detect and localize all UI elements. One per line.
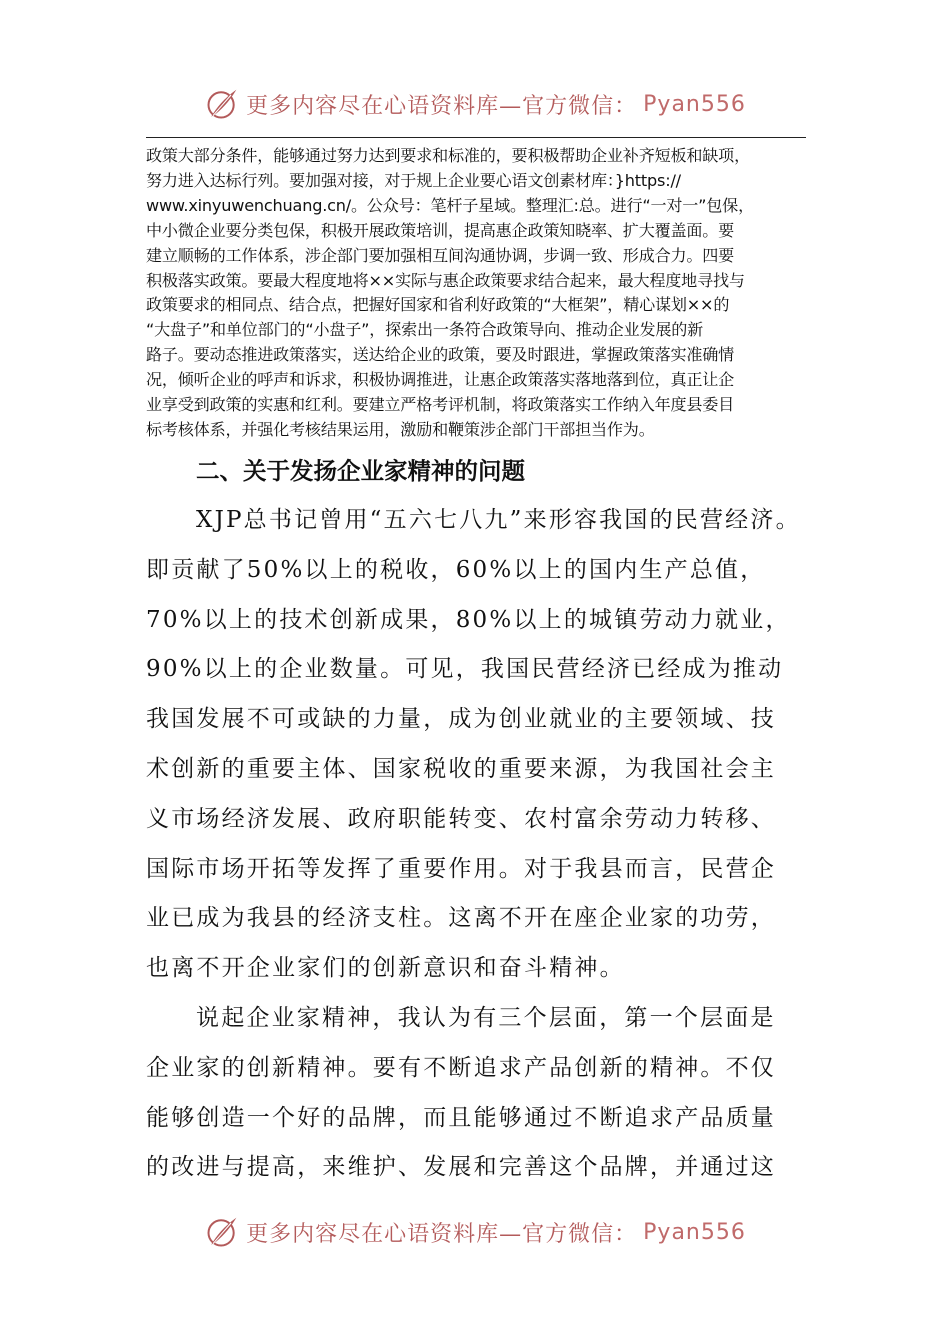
paragraph-private-economy bbox=[146, 496, 836, 994]
header-watermark bbox=[0, 86, 950, 122]
text-line: XJP总书记曾用“五六七八九”来形容我国的民营经济。 bbox=[196, 507, 801, 533]
watermark-wechat-id: Pyan556 bbox=[643, 91, 746, 117]
text-line: 建立顺畅的工作体系，涉企部门要加强相互间沟通协调，步调一致、形成合力。四要 bbox=[146, 245, 735, 265]
text-line: 我国发展不可或缺的力量，成为创业就业的主要领域、技 bbox=[146, 706, 776, 733]
text-line: 努力进入达标行列。要加强对接，对于规上企业要心语文创素材库：}https:// bbox=[146, 170, 681, 190]
text-line: 业已成为我县的经济支柱。这离不开在座企业家的功劳， bbox=[146, 905, 776, 932]
text-line: 政策大部分条件，能够通过努力达到要求和标准的，要积极帮助企业补齐短板和缺项， bbox=[146, 146, 750, 165]
text-line: 说起企业家精神，我认为有三个层面，第一个层面是 bbox=[196, 1005, 776, 1031]
text-line: 标考核体系，并强化考核结果运用，激励和鞭策涉企部门干部担当作为。 bbox=[146, 419, 655, 439]
footer-watermark bbox=[0, 1214, 950, 1250]
dense-paragraph bbox=[146, 144, 814, 443]
watermark-text: 更多内容尽在心语资料库—官方微信： bbox=[246, 1221, 638, 1247]
text-line: 国际市场开拓等发挥了重要作用。对于我县而言，民营企 bbox=[146, 855, 776, 882]
text-line: 义市场经济发展、政府职能转变、农村富余劳动力转移、 bbox=[146, 805, 776, 832]
quill-logo-icon bbox=[204, 1214, 240, 1250]
text-line: 即贡献了50%以上的税收，60%以上的国内生产总值， bbox=[146, 556, 766, 583]
text-line: 的改进与提高，来维护、发展和完善这个品牌，并通过这 bbox=[146, 1154, 776, 1181]
watermark-text: 更多内容尽在心语资料库—官方微信： bbox=[246, 93, 638, 119]
text-line: 政策要求的相同点、结合点，把握好国家和省利好政策的“大框架”，精心谋划××的 bbox=[146, 295, 730, 315]
text-line: 术创新的重要主体、国家税收的重要来源，为我国社会主 bbox=[146, 755, 776, 782]
text-line: 中小微企业要分类包保，积极开展政策培训，提高惠企政策知晓率、扩大覆盖面。要 bbox=[146, 220, 735, 240]
text-line: 企业家的创新精神。要有不断追求产品创新的精神。不仅 bbox=[146, 1054, 776, 1081]
text-line: www.xinyuwenchuang.cn/。公众号：笔杆子星域。整理汇:总。进行“一对一”包保， bbox=[146, 195, 754, 215]
paragraph-entrepreneur-spirit bbox=[146, 994, 836, 1193]
watermark-wechat-id: Pyan556 bbox=[643, 1219, 746, 1245]
text-line: 况，倾听企业的呼声和诉求，积极协调推进，让惠企政策落实落地落到位，真正让企 bbox=[146, 370, 735, 390]
text-line: 积极落实政策。要最大程度地将××实际与惠企政策要求结合起来，最大程度地寻找与 bbox=[146, 270, 745, 290]
text-line: 也离不开企业家们的创新意识和奋斗精神。 bbox=[146, 955, 625, 982]
text-line: 70%以上的技术创新成果，80%以上的城镇劳动力就业， bbox=[146, 606, 791, 633]
quill-logo-icon bbox=[204, 86, 240, 122]
text-line: 业享受到政策的实惠和红利。要建立严格考评机制，将政策落实工作纳入年度县委目 bbox=[146, 395, 735, 415]
text-line: 路子。要动态推进政策落实，送达给企业的政策，要及时跟进，掌握政策落实准确情 bbox=[146, 345, 735, 365]
text-line: 90%以上的企业数量。可见，我国民营经济已经成为推动 bbox=[146, 656, 784, 683]
header-divider bbox=[146, 137, 806, 138]
text-line: “大盘子”和单位部门的“小盘子”，探索出一条符合政策导向、推动企业发展的新 bbox=[146, 320, 704, 340]
text-line: 能够创造一个好的品牌，而且能够通过不断追求产品质量 bbox=[146, 1104, 776, 1131]
section-heading: 二、关于发扬企业家精神的问题 bbox=[196, 457, 525, 485]
